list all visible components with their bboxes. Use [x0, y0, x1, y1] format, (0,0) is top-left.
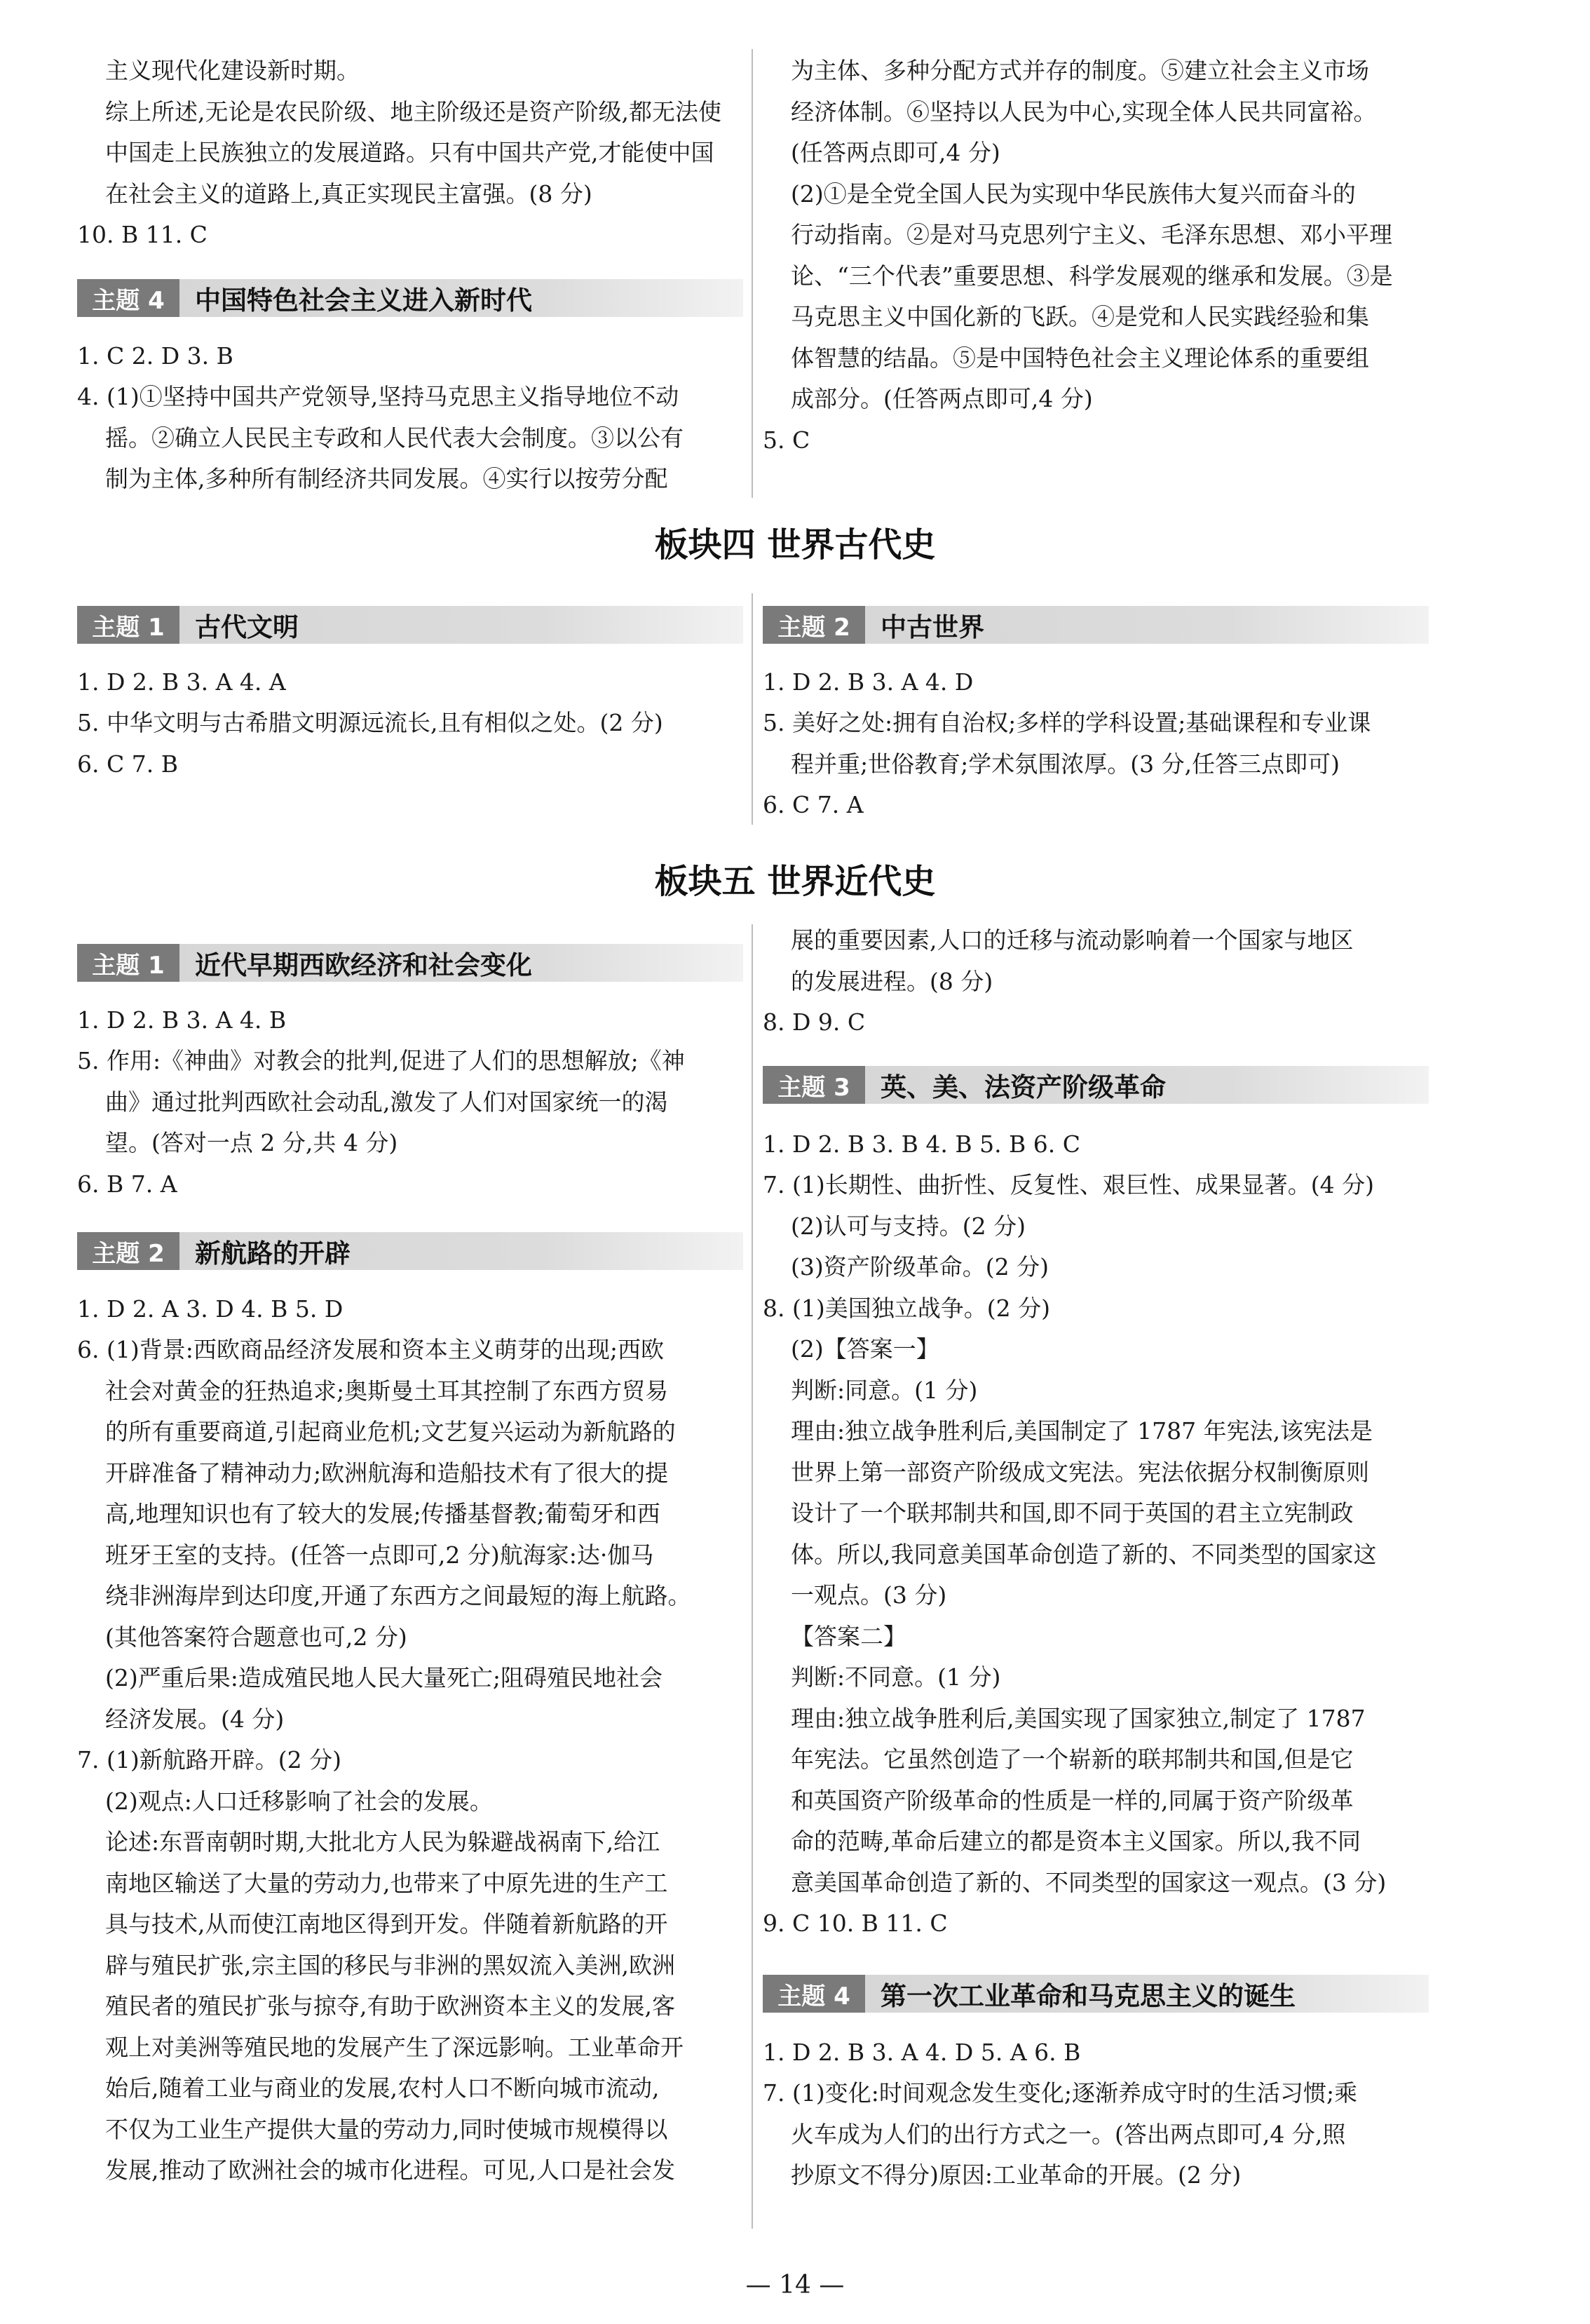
text-line: 论述:东晋南朝时期,大批北方人民为躲避战祸南下,给江	[105, 1828, 660, 1856]
answer-line: 9. C 10. B 11. C	[763, 1910, 948, 1937]
text-line: 始后,随着工业与商业的发展,农村人口不断向城市流动,	[105, 2074, 660, 2102]
text-line: 绕非洲海岸到达印度,开通了东西方之间最短的海上航路。	[105, 1582, 691, 1609]
block5-topic1-header	[77, 944, 743, 982]
answer-line: 6. B 7. A	[77, 1170, 177, 1198]
text-line: 的所有重要商道,引起商业危机;文艺复兴运动为新航路的	[105, 1418, 676, 1445]
topic-title: 中古世界	[881, 612, 984, 642]
text-line: 经济发展。(4 分)	[105, 1705, 285, 1733]
text-line: 7. (1)长期性、曲折性、反复性、艰巨性、成果显著。(4 分)	[763, 1171, 1374, 1198]
text-line: (2)【答案一】	[791, 1335, 939, 1363]
text-line: 展的重要因素,人口的迁移与流动影响着一个国家与地区	[791, 926, 1354, 954]
page-number: — 14 —	[745, 2271, 845, 2299]
topic-title: 第一次工业革命和马克思主义的诞生	[881, 1981, 1296, 2011]
text-line: (任答两点即可,4 分)	[791, 139, 1000, 166]
topic-title: 近代早期西欧经济和社会变化	[195, 950, 532, 980]
text-line: 南地区输送了大量的劳动力,也带来了中原先进的生产工	[105, 1869, 668, 1897]
answer-line: 6. C 7. A	[763, 791, 864, 818]
text-line: (2)①是全党全国人民为实现中华民族伟大复兴而奋斗的	[791, 180, 1356, 208]
text-line: 7. (1)新航路开辟。(2 分)	[77, 1746, 341, 1774]
text-line: 具与技术,从而使江南地区得到开发。伴随着新航路的开	[105, 1910, 668, 1938]
text-line: 马克思主义中国化新的飞跃。④是党和人民实践经验和集	[791, 303, 1369, 330]
text-line: 殖民者的殖民扩张与掠夺,有助于欧洲资本主义的发展,客	[105, 1992, 675, 2020]
text-line: (2)观点:人口迁移影响了社会的发展。	[105, 1787, 493, 1815]
text-line: (3)资产阶级革命。(2 分)	[791, 1253, 1049, 1281]
text-line: 意美国革命创造了新的、不同类型的国家这一观点。(3 分)	[791, 1868, 1387, 1896]
answer-line: 10. B 11. C	[77, 221, 208, 248]
text-line: 不仅为工业生产提供大量的劳动力,同时使城市规模得以	[105, 2115, 668, 2143]
top-right-column	[763, 50, 1429, 461]
text-line: 7. (1)变化:时间观念发生变化;逐渐养成守时的生活习惯;乘	[763, 2079, 1358, 2107]
text-line: 【答案二】	[791, 1622, 906, 1650]
text-line: 火车成为人们的出行方式之一。(答出两点即可,4 分,照	[791, 2120, 1346, 2148]
text-line: 4. (1)①坚持中国共产党领导,坚持马克思主义指导地位不动	[77, 383, 679, 410]
column-divider	[752, 49, 753, 498]
block4-topic2-content	[763, 662, 1429, 825]
block4-topic1-content	[77, 662, 743, 785]
block5-topic4-header	[763, 1975, 1429, 2013]
column-divider	[752, 593, 753, 825]
text-line: 理由:独立战争胜利后,美国实现了国家独立,制定了 1787	[791, 1704, 1366, 1732]
text-line: 8. (1)美国独立战争。(2 分)	[763, 1294, 1050, 1322]
block5-topic3-content	[763, 1124, 1429, 1944]
answer-line: 8. D 9. C	[763, 1008, 866, 1036]
text-line: (其他答案符合题意也可,2 分)	[105, 1623, 407, 1651]
text-line: 5. 作用:《神曲》对教会的批判,促进了人们的思想解放;《神	[77, 1047, 685, 1074]
text-line: 主义现代化建设新时期。	[105, 57, 360, 84]
text-line: 理由:独立战争胜利后,美国制定了 1787 年宪法,该宪法是	[791, 1417, 1373, 1445]
text-line: 综上所述,无论是农民阶级、地主阶级还是资产阶级,都无法使	[105, 97, 721, 126]
text-line: 摇。②确立人民民主专政和人民代表大会制度。③以公有	[105, 424, 684, 452]
text-line: 行动指南。②是对马克思列宁主义、毛泽东思想、邓小平理	[791, 221, 1392, 248]
block5-topic1-content	[77, 1000, 743, 1205]
answer-line: 1. D 2. B 3. B 4. B 5. B 6. C	[763, 1130, 1081, 1158]
text-line: 经济体制。⑥坚持以人民为中心,实现全体人民共同富裕。	[791, 97, 1377, 126]
column-divider	[752, 924, 753, 2229]
text-line: 和英国资产阶级革命的性质是一样的,同属于资产阶级革	[791, 1786, 1354, 1814]
text-line: 中国走上民族独立的发展道路。只有中国共产党,才能使中国	[105, 139, 714, 166]
text-line: 望。(答对一点 2 分,共 4 分)	[105, 1129, 398, 1156]
topic-tag: 主题 4	[763, 1975, 865, 2013]
text-line: (2)严重后果:造成殖民地人民大量死亡;阻碍殖民地社会	[105, 1664, 662, 1691]
topic-tag: 主题 2	[77, 1232, 179, 1270]
text-line: 判断:同意。(1 分)	[791, 1376, 978, 1404]
text-line: 世界上第一部资产阶级成文宪法。宪法依据分权制衡原则	[791, 1458, 1369, 1486]
text-line: 制为主体,多种所有制经济共同发展。④实行以按劳分配	[105, 465, 668, 492]
topic-tag: 主题 3	[763, 1066, 865, 1104]
text-line: 5. 中华文明与古希腊文明源远流长,且有相似之处。(2 分)	[77, 709, 663, 736]
text-line: 设计了一个联邦制共和国,即不同于英国的君主立宪制政	[791, 1499, 1354, 1527]
block4-topic2-header	[763, 606, 1429, 644]
answer-line: 1. D 2. B 3. A 4. D	[763, 668, 974, 696]
topic4-header	[77, 279, 743, 317]
text-line: 高,地理知识也有了较大的发展;传播基督教;葡萄牙和西	[105, 1500, 660, 1527]
answer-line: 1. D 2. B 3. A 4. B	[77, 1006, 287, 1034]
block5-topic2-header	[77, 1232, 743, 1270]
block5-title: 板块五 世界近代史	[654, 862, 936, 901]
topic-title: 英、美、法资产阶级革命	[881, 1072, 1166, 1102]
text-line: 体。所以,我同意美国革命创造了新的、不同类型的国家这	[791, 1540, 1377, 1568]
text-line: 的发展进程。(8 分)	[791, 967, 993, 995]
text-line: 辟与殖民扩张,宗主国的移民与非洲的黑奴流入美洲,欧洲	[105, 1951, 675, 1979]
block5-topic3-header	[763, 1066, 1429, 1104]
text-line: 曲》通过批判西欧社会动乱,激发了人们对国家统一的渴	[105, 1088, 668, 1116]
block4-title: 板块四 世界古代史	[654, 525, 936, 565]
block5-topic4-content	[763, 2032, 1429, 2196]
text-line: 论、“三个代表”重要思想、科学发展观的继承和发展。③是	[791, 262, 1393, 290]
topic-title: 古代文明	[195, 612, 299, 642]
text-line: 抄原文不得分)原因:工业革命的开展。(2 分)	[791, 2161, 1242, 2189]
text-line: 命的范畴,革命后建立的都是资本主义国家。所以,我不同	[791, 1828, 1361, 1855]
block5-topic2-content	[77, 1289, 743, 2191]
topic-title: 中国特色社会主义进入新时代	[195, 285, 532, 316]
text-line: 6. (1)背景:西欧商品经济发展和资本主义萌芽的出现;西欧	[77, 1336, 664, 1363]
topic-tag: 主题 2	[763, 606, 865, 644]
top-left-column	[77, 50, 743, 255]
topic-title: 新航路的开辟	[195, 1238, 351, 1269]
answer-line: 1. D 2. B 3. A 4. D 5. A 6. B	[763, 2039, 1081, 2066]
block5-right-top	[763, 920, 1429, 1043]
answer-line: 5. C	[763, 426, 810, 454]
text-line: 体智慧的结晶。⑤是中国特色社会主义理论体系的重要组	[791, 344, 1369, 372]
answer-line: 1. D 2. A 3. D 4. B 5. D	[77, 1295, 344, 1323]
topic-tag: 主题 1	[77, 944, 179, 982]
text-line: 5. 美好之处:拥有自治权;多样的学科设置;基础课程和专业课	[763, 709, 1371, 736]
text-line: 社会对黄金的狂热追求;奥斯曼土耳其控制了东西方贸易	[105, 1377, 669, 1405]
text-line: 成部分。(任答两点即可,4 分)	[791, 385, 1093, 412]
text-line: 班牙王室的支持。(任答一点即可,2 分)航海家:达·伽马	[105, 1541, 654, 1569]
text-line: 开辟准备了精神动力;欧洲航海和造船技术有了很大的提	[105, 1459, 669, 1487]
text-line: 判断:不同意。(1 分)	[791, 1663, 1001, 1691]
text-line: 观上对美洲等殖民地的发展产生了深远影响。工业革命开	[105, 2033, 684, 2061]
answer-line: 6. C 7. B	[77, 750, 178, 778]
block4-topic1-header	[77, 606, 743, 644]
text-line: 为主体、多种分配方式并存的制度。⑤建立社会主义市场	[791, 57, 1369, 84]
answer-line: 1. D 2. B 3. A 4. A	[77, 668, 286, 696]
topic-tag: 主题 4	[77, 279, 179, 317]
topic-tag: 主题 1	[77, 606, 179, 644]
topic4-content	[77, 336, 743, 500]
text-line: 在社会主义的道路上,真正实现民主富强。(8 分)	[105, 180, 592, 208]
answer-line: 1. C 2. D 3. B	[77, 342, 233, 370]
text-line: 发展,推动了欧洲社会的城市化进程。可见,人口是社会发	[105, 2156, 675, 2184]
text-line: 一观点。(3 分)	[791, 1581, 947, 1609]
text-line: 年宪法。它虽然创造了一个崭新的联邦制共和国,但是它	[791, 1745, 1354, 1773]
text-line: (2)认可与支持。(2 分)	[791, 1212, 1026, 1240]
text-line: 程并重;世俗教育;学术氛围浓厚。(3 分,任答三点即可)	[791, 750, 1340, 778]
